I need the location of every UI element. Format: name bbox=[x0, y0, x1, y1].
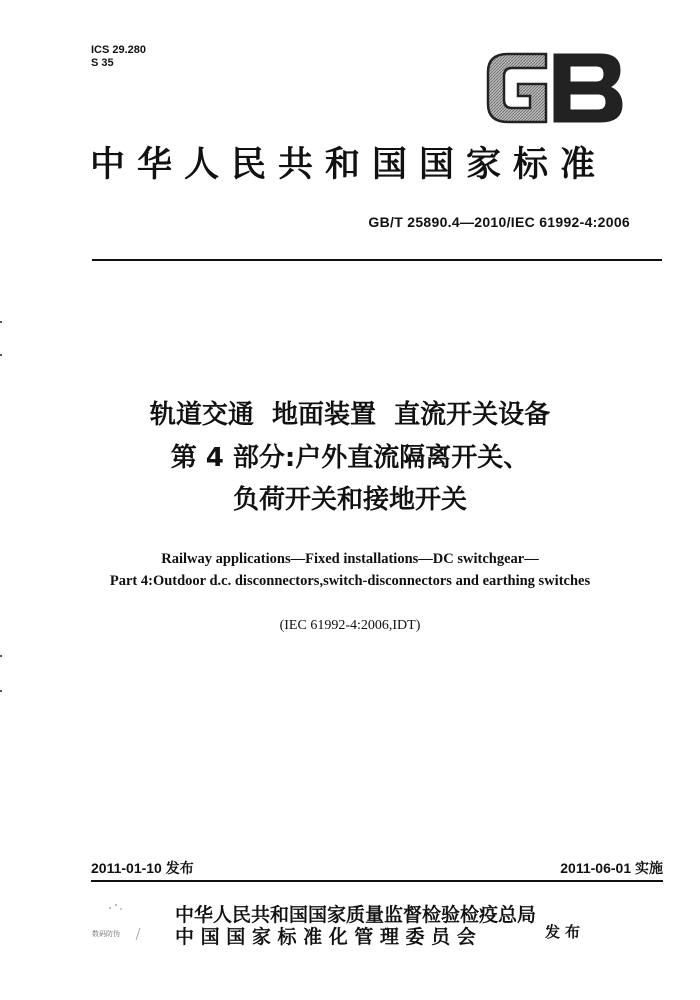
issue-date: 2011-01-10 发布 bbox=[91, 860, 194, 876]
national-standard-title: 中华人民共和国国家标准 bbox=[90, 144, 608, 185]
footer-divider bbox=[91, 880, 663, 882]
cn-title-line1: 轨道交通 地面装置 直流开关设备 bbox=[149, 400, 551, 430]
margin-dot bbox=[0, 321, 2, 323]
issuer-sac: 中 国 国 家 标 准 化 管 理 委 员 会 bbox=[175, 926, 476, 948]
ccs-code: S 35 bbox=[91, 57, 114, 69]
en-title-line2: Part 4:Outdoor d.c. disconnectors,switch-disconnectors and earthing switches bbox=[109, 573, 591, 589]
anti-counterfeit-stamp-text: 数码防伪 bbox=[92, 930, 120, 938]
margin-dot bbox=[0, 690, 2, 692]
cn-title-line2: 第 4 部分:户外直流隔离开关、 bbox=[170, 443, 530, 473]
header-divider bbox=[92, 259, 662, 261]
margin-dot bbox=[0, 655, 2, 657]
implementation-date: 2011-06-01 实施 bbox=[560, 860, 663, 876]
en-title-line1: Railway applications—Fixed installations—DC switchgear— bbox=[161, 551, 539, 567]
gb-logo bbox=[484, 50, 624, 126]
classification-codes bbox=[91, 44, 146, 70]
anti-counterfeit-stamp-icon bbox=[96, 900, 146, 950]
margin-dot bbox=[0, 354, 2, 356]
cn-title-line3: 负荷开关和接地开关 bbox=[232, 485, 467, 515]
standard-number: GB/T 25890.4—2010/IEC 61992-4:2006 bbox=[368, 214, 630, 230]
issue-label: 发布 bbox=[545, 923, 586, 941]
equivalence-note: (IEC 61992-4:2006,IDT) bbox=[279, 618, 421, 633]
issuer-aqsiq: 中华人民共和国国家质量监督检验检疫总局 bbox=[175, 904, 537, 926]
ics-code: ICS 29.280 bbox=[91, 44, 147, 56]
